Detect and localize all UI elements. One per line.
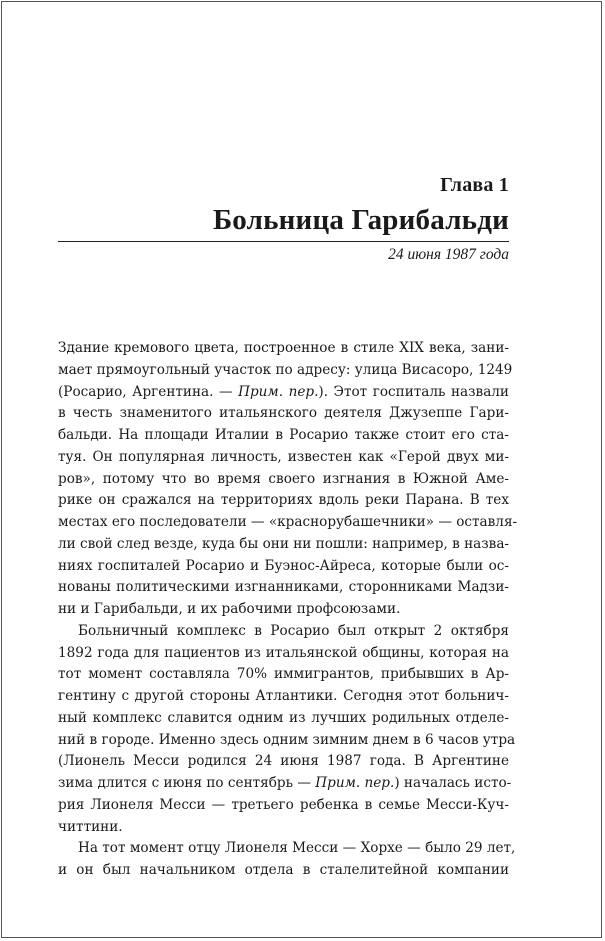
text-line: На тот момент отцу Лионеля Месси — Хорхе — было 29 лет, (78, 840, 516, 857)
text-line: ный комплекс славится одним из лучших родильных отделе- (58, 709, 509, 726)
text-line: гентину с другой стороны Атлантики. Сегодня этот больнич- (58, 688, 509, 704)
text-line: местах его последователи — «краснорубашечники» — оставля- (58, 514, 518, 530)
title-rule (58, 241, 509, 242)
text-line: мает прямоугольный участок по адресу: улица Висасоро, 1249 (58, 361, 513, 378)
text-line: Здание кремового цвета, построенное в стиле XIX века, зани- (58, 340, 509, 356)
text-line: в честь знаменитого итальянского деятеля Джузеппе Гари- (58, 405, 509, 422)
text-line: ли свой след везде, куда бы они ни пошли: например, в назва- (58, 535, 510, 552)
text-line: (Лионель Месси родился 24 июня 1987 года. В Аргентине (58, 753, 509, 770)
chapter-number: Глава 1 (440, 174, 509, 196)
text-line: Больничный комплекс в Росарио был открыт 2 октября (78, 622, 509, 639)
text-line: ний в городе. Именно здесь одним зимним днем в 6 часов утра (58, 731, 516, 748)
text-line: нованы политическими изгнанниками, сторонниками Мадзи- (58, 579, 509, 596)
text-line: и он был начальником отдела в сталелитейной компании (58, 862, 509, 878)
text-line: рия Лионеля Месси — третьего ребенка в семье Месси-Куч- (58, 796, 509, 813)
chapter-date: 24 июня 1987 года (388, 246, 509, 263)
body-text (58, 338, 518, 882)
text-line: ров», потому что во время своего изгнания в Южной Аме- (58, 470, 509, 487)
text-line: ниях госпиталей Росарио и Буэнос-Айреса, которые были ос- (58, 557, 509, 574)
text-line: ни и Гарибальди, и их рабочими профсоюзами. (58, 601, 401, 617)
text-line: читтини. (58, 818, 123, 835)
text-line: 1892 года для пациентов из итальянской общины, которая на (58, 644, 509, 661)
text-line: зима длится с июня по сентябрь — Прим. пер.) началась исто- (58, 775, 512, 791)
text-line: туя. Он популярная личность, известен как «Герой двух ми- (58, 448, 509, 465)
text-line: рике он сражался на территориях вдоль реки Парана. В тех (58, 492, 509, 509)
text-line: (Росарио, Аргентина. — Прим. пер.). Этот госпиталь назвали (58, 383, 509, 400)
text-line: бальди. На площади Италии в Росарио также стоит его ста- (58, 427, 509, 443)
chapter-title: Больница Гарибальди (212, 204, 509, 236)
text-line: тот момент составляла 70% иммигрантов, прибывших в Ар- (58, 666, 509, 683)
